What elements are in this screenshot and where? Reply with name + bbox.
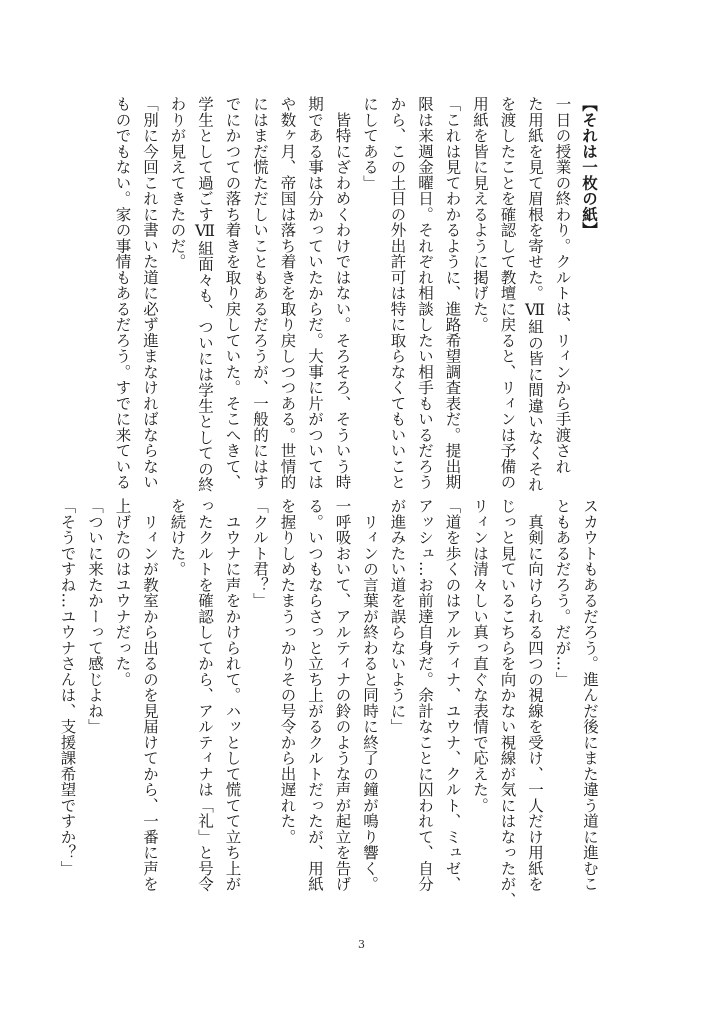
text-line: リィンは清々しい真っ直ぐな表情で応えた。 [471, 498, 489, 813]
text-line: る。いつもならさっと立ち上がるクルトだったが、用紙 [306, 498, 324, 892]
upper-text-block [113, 96, 603, 496]
text-line: を渡したことを確認して教壇に戻ると、リィンは予備の [498, 96, 517, 490]
text-line: でにかつての落ち着きを取り戻していた。そこへきて、 [223, 96, 242, 490]
text-line: ユウナに声をかけられて。ハッとして慌てて立ち上が [223, 498, 242, 892]
text-line: 期である事は分かっていたからだ。大事に片がついては [306, 96, 324, 490]
text-line: 「そうですね…ユウナさんは、支援課希望ですか？」 [58, 498, 77, 876]
page-number: 3 [358, 938, 365, 951]
text-line: ともあるだろう。だが…」 [553, 498, 572, 687]
text-line: 一呼吸おいて、アルティナの鈴のような声が起立を告げ [333, 498, 352, 892]
text-line: じっと見ているこちらを向かない視線が気にはなったが、 [498, 498, 517, 908]
text-line: アッシュ…お前達自身だ。余計なことに囚われて、自分 [416, 498, 434, 892]
text-line: スカウトもあるだろう。進んだ後にまた違う道に進むこ [581, 498, 599, 892]
text-line: 上げたのはユウナだった。 [113, 498, 132, 687]
text-line: 「これは見てわかるように、進路希望調査表だ。提出期 [443, 96, 462, 490]
text-line: 「クルト君？」 [251, 498, 269, 609]
text-line: 「道を歩くのはアルティナ、ユウナ、クルト、ミュゼ、 [443, 498, 462, 892]
text-line: リィンの言葉が終わると同時に終了の鐘が鳴り響く。 [361, 498, 379, 892]
lower-text-block [58, 498, 603, 908]
text-line: を握りしめたまうっかりその号令から出遅れた。 [278, 498, 297, 845]
text-line: た用紙を見て眉根を寄せた。Ⅶ組の皆に間違いなくそれ [526, 96, 544, 493]
text-line: リィンが教室から出るのを見届けてから、一番に声を [141, 498, 159, 892]
text-line: ものでもない。家の事情もあるだろう。すでに来ている [113, 96, 132, 490]
text-line: や数ヶ月、帝国は落ち着きを取り戻しつつある。世情的 [278, 96, 297, 490]
text-line: 限は来週金曜日。それぞれ相談したい相手もいるだろう [416, 96, 434, 490]
text-line: を続けた。 [168, 498, 187, 577]
section-heading: 【それは一枚の紙】 [580, 96, 599, 238]
text-line: から、この土日の外出許可は特に取らなくてもいいこと [388, 96, 407, 490]
text-line: が進みたい道を誤らないように」 [388, 498, 407, 735]
text-line: 「別に今回これに書いた道に必ず進まなければならない [141, 96, 159, 490]
text-line: にしてある」 [361, 96, 379, 191]
text-line: 一日の授業の終わり。クルトは、リィンから手渡され [553, 96, 572, 474]
text-line: 真剣に向けられる四つの視線を受け、一人だけ用紙を [526, 498, 544, 892]
text-line: ったクルトを確認してから、アルティナは「礼」と号令 [196, 498, 214, 892]
text-line: 皆特にざわめくわけではない。そろそろ、そういう時 [333, 96, 352, 490]
text-line: 用紙を皆に見えるように掲げた。 [471, 96, 489, 333]
text-line: にはまだ慌ただしいこともあるだろうが、一般的にはす [251, 96, 269, 490]
text-line: 学生として過ごすⅦ組面々も、ついには学生としての終 [196, 96, 214, 493]
text-line: 「ついに来たかーって感じよね」 [86, 498, 104, 735]
text-line: わりが見えてきたのだ。 [168, 96, 187, 270]
